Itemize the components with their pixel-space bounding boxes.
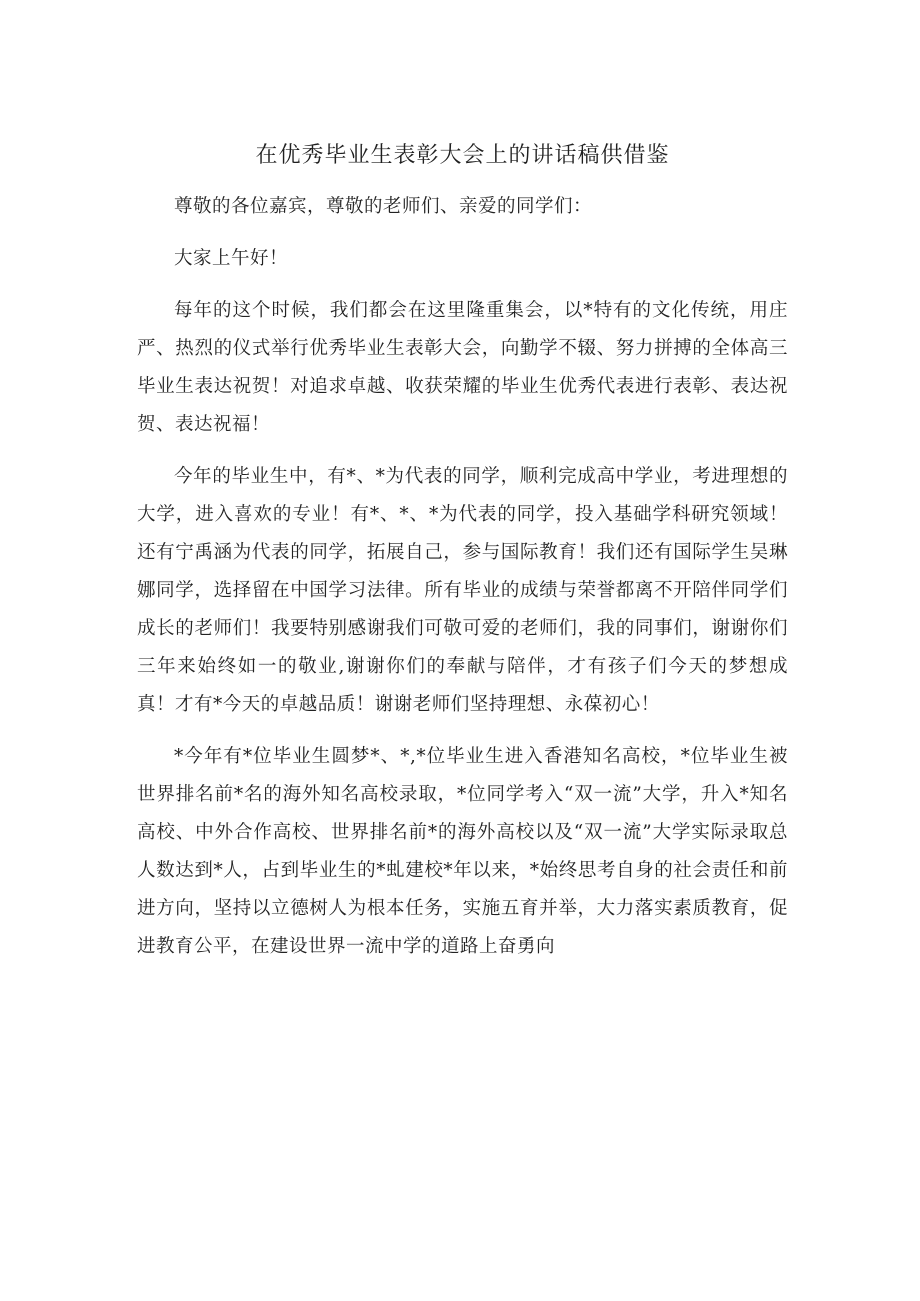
- body-paragraph: *今年有*位毕业生圆梦*、*,*位毕业生进入香港知名高校，*位毕业生被世界排名前*名的海外知名高校录取，*位同学考入“双一流”大学，升入*知名高校、中外合作高校、世界排名前*的海外高校以及“双一流”大学实际录取总人数达到*人，占到毕业生的*虬建校*年以来，*始终思考自身的社会责任和前进方向，坚持以立德树人为根本任务，实施五育并举，大力落实素质教育，促进教育公平，在建设世界一流中学的道路上奋勇向: [137, 746, 788, 957]
- body-paragraph: 今年的毕业生中，有*、*为代表的同学，顺利完成高中学业，考进理想的大学，进入喜欢的专业！有*、*、*为代表的同学，投入基础学科研究领域！还有宁禹涵为代表的同学，拓展自己，参与国际教育！我们还有国际学生吴琳娜同学，选择留在中国学习法律。所有毕业的成绩与荣誉都离不开陪伴同学们成长的老师们！我要特别感谢我们可敬可爱的老师们，我的同事们，谢谢你们三年来始终如一的敬业,谢谢你们的奉献与陪伴，才有孩子们今天的梦想成真！才有*今天的卓越品质！谢谢老师们坚持理想、永葆初心！: [137, 466, 788, 715]
- document-title: 在优秀毕业生表彰大会上的讲话稿供借鉴: [255, 143, 670, 168]
- body-paragraph: 每年的这个时候，我们都会在这里隆重集会，以*特有的文化传统，用庄严、热烈的仪式举行优秀毕业生表彰大会，向勤学不辍、努力拼搏的全体高三毕业生表达祝贺！对追求卓越、收获荣耀的毕业生优秀代表进行表彰、表达祝贺、表达祝福！: [137, 300, 788, 435]
- greeting-paragraph: 大家上午好！: [174, 248, 289, 269]
- salutation-paragraph: 尊敬的各位嘉宾，尊敬的老师们、亲爱的同学们：: [174, 196, 593, 217]
